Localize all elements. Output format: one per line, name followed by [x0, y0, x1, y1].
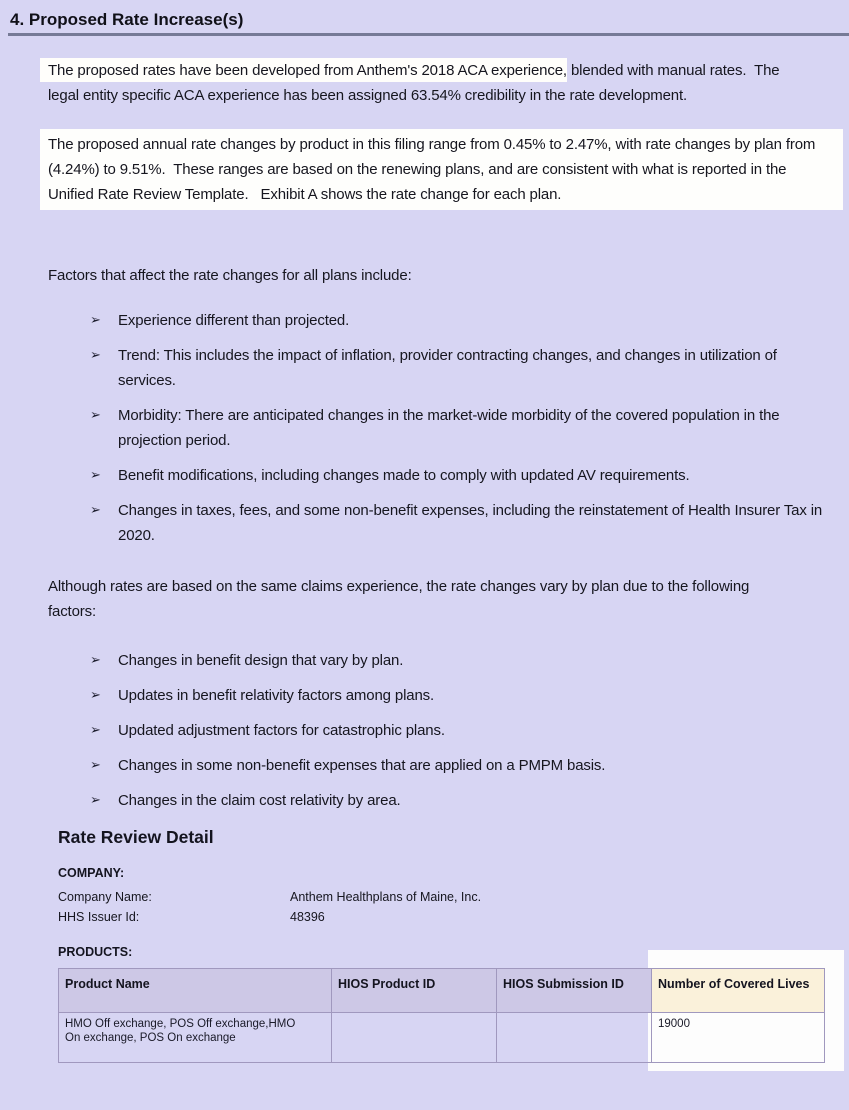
header-covered-lives: Number of Covered Lives: [652, 969, 825, 1013]
list-item-text: Changes in benefit design that vary by plan.: [118, 652, 404, 669]
list-item-text: Changes in some non-benefit expenses that are applied on a PMPM basis.: [118, 757, 606, 774]
products-subheading: PRODUCTS:: [58, 945, 133, 959]
company-subheading: COMPANY:: [58, 866, 125, 880]
list-item-text: Trend: This includes the impact of inflation, provider contracting changes, and changes in utilization of services.: [118, 347, 781, 389]
list-item: [90, 308, 838, 333]
list-item-text: Experience different than projected.: [118, 312, 350, 329]
highlighted-text: The proposed rates have been developed from Anthem's 2018 ACA experience,: [40, 62, 567, 79]
cell-hios-product-id: [332, 1013, 497, 1063]
rate-review-title: Rate Review Detail: [58, 827, 214, 847]
arrow-bullet-icon: ➢: [90, 407, 101, 422]
arrow-bullet-icon: ➢: [90, 347, 101, 362]
arrow-bullet-icon: ➢: [90, 722, 101, 737]
header-hios-submission-id: HIOS Submission ID: [497, 969, 652, 1013]
cell-covered-lives: 19000: [652, 1013, 825, 1063]
all-plans-factor-list: [90, 308, 838, 548]
table-header-row: [59, 969, 825, 1013]
cell-product-name: [59, 1013, 332, 1063]
hhs-issuer-label: HHS Issuer Id:: [58, 910, 140, 924]
paragraph-credibility: [48, 58, 793, 108]
list-item: [90, 343, 838, 393]
list-item-text: Changes in the claim cost relativity by area.: [118, 792, 401, 809]
list-item: [90, 683, 838, 708]
arrow-bullet-icon: ➢: [90, 467, 101, 482]
list-item: [90, 498, 838, 548]
company-name-value: Anthem Healthplans of Maine, Inc.: [290, 890, 482, 904]
list-item: [90, 648, 838, 673]
paragraph-credibility-rest: blended with manual rates. The legal entity specific ACA experience has been assigned 63.54% credibility in the rate development.: [48, 62, 784, 104]
arrow-bullet-icon: ➢: [90, 792, 101, 807]
arrow-bullet-icon: ➢: [90, 687, 101, 702]
arrow-bullet-icon: ➢: [90, 312, 101, 327]
table-row: [59, 1013, 825, 1063]
list-item: [90, 788, 838, 813]
cell-hios-submission-id: [497, 1013, 652, 1063]
list-item: [90, 718, 838, 743]
arrow-bullet-icon: ➢: [90, 652, 101, 667]
company-name-row: [58, 887, 849, 907]
list-item-text: Changes in taxes, fees, and some non-benefit expenses, including the reinstatement of Health Insurer Tax in 2020.: [118, 502, 827, 544]
list-item-text: Morbidity: There are anticipated changes in the market-wide morbidity of the covered population in the projection period.: [118, 407, 784, 449]
by-plan-intro: Although rates are based on the same claims experience, the rate changes vary by plan due to the following factors:: [48, 578, 754, 620]
hhs-issuer-row: [58, 907, 849, 927]
arrow-bullet-icon: ➢: [90, 502, 101, 517]
list-item: [90, 753, 838, 778]
product-name-text: HMO Off exchange, POS Off exchange,HMO On exchange, POS On exchange: [65, 1018, 296, 1044]
paragraph-rate-changes-highlighted: The proposed annual rate changes by product in this filing range from 0.45% to 2.47%, with rate changes by plan from (4.24%) to 9.51%. These ranges are based on the renewing plans, and are consistent with what is reported in the Unified Rate Review Template. Exhibit A shows the rate change for each plan.: [40, 129, 843, 210]
products-table: [58, 968, 825, 1063]
list-item: [90, 403, 838, 453]
factors-intro: Factors that affect the rate changes for all plans include:: [48, 267, 412, 284]
header-hios-product-id: HIOS Product ID: [332, 969, 497, 1013]
hhs-issuer-value: 48396: [290, 910, 325, 924]
list-item: [90, 463, 838, 488]
rate-review-section: [58, 826, 849, 1063]
document-body: [48, 58, 838, 813]
arrow-bullet-icon: ➢: [90, 757, 101, 772]
list-item-text: Benefit modifications, including changes made to comply with updated AV requirements.: [118, 467, 690, 484]
products-table-area: [58, 968, 848, 1063]
header-product-name: Product Name: [59, 969, 332, 1013]
by-plan-factor-list: [90, 648, 838, 813]
list-item-text: Updated adjustment factors for catastrophic plans.: [118, 722, 445, 739]
company-fields: [58, 887, 849, 927]
section-heading: 4. Proposed Rate Increase(s): [8, 0, 849, 36]
list-item-text: Updates in benefit relativity factors among plans.: [118, 687, 435, 704]
company-name-label: Company Name:: [58, 890, 152, 904]
